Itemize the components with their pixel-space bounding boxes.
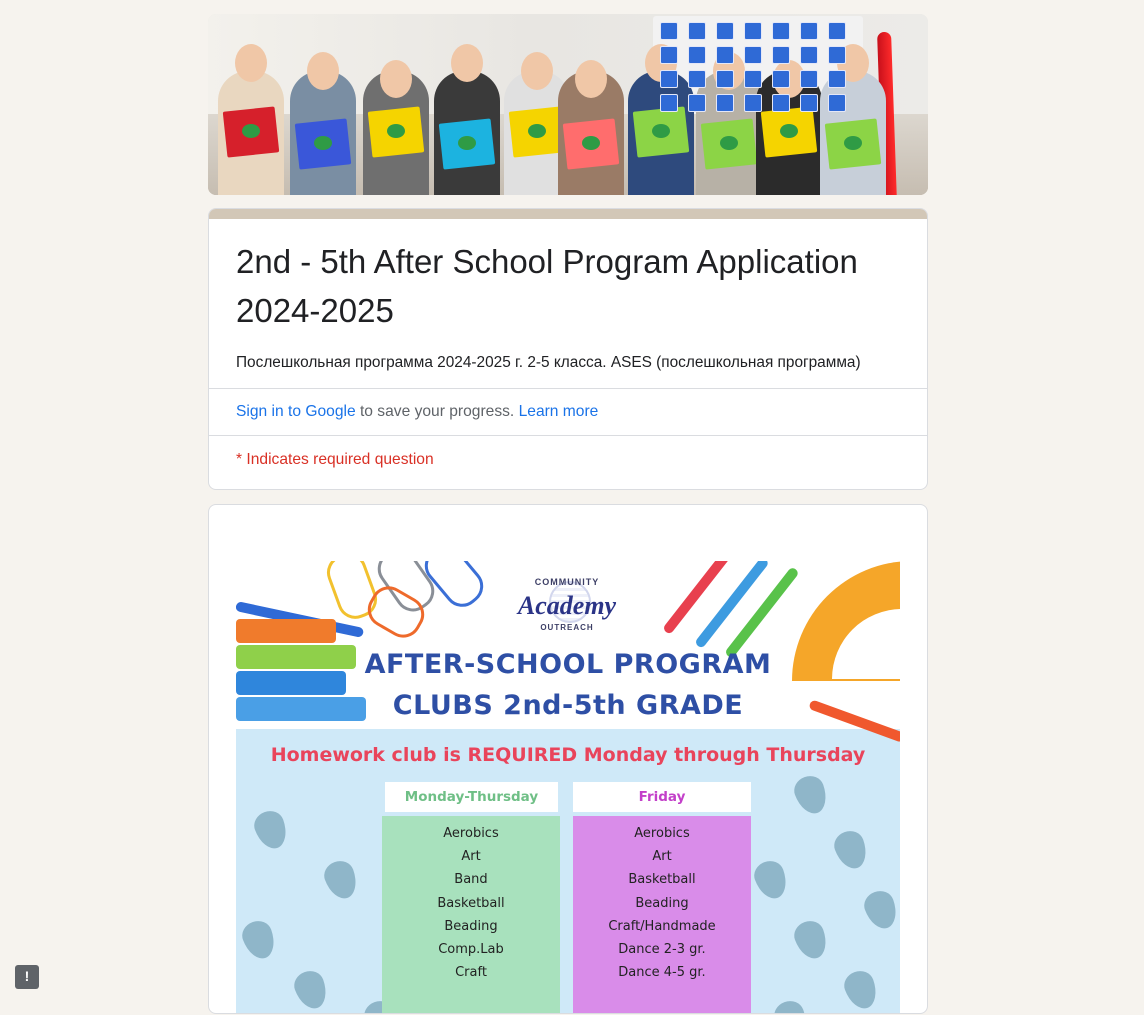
required-question-note: * Indicates required question <box>236 451 434 468</box>
form-title-card <box>208 208 928 490</box>
club-list-item: Beading <box>635 895 689 911</box>
learn-more-link[interactable]: Learn more <box>518 403 599 420</box>
club-list-item: Art <box>652 849 672 865</box>
form-description: Послешкольная программа 2024-2025 г. 2-5 класса. ASES (послешкольная программа) <box>236 354 861 371</box>
accent-bar <box>209 209 927 219</box>
club-list-item: Basketball <box>628 872 696 888</box>
club-list-item: Beading <box>444 918 498 934</box>
report-feedback-icon[interactable]: ! <box>15 965 39 989</box>
header-banner-image <box>208 14 928 195</box>
club-list-item: Aerobics <box>634 826 690 841</box>
club-list-item: Dance 2-3 gr. <box>618 941 706 957</box>
logo-bottom-text: OUTREACH <box>540 623 594 632</box>
club-list-item: Art <box>461 849 481 865</box>
club-list-item: Dance 4-5 gr. <box>618 965 706 981</box>
form-container <box>208 14 928 1014</box>
flyer-headline-1: AFTER-SCHOOL PROGRAM <box>364 649 772 680</box>
club-list-item: Aerobics <box>443 826 499 841</box>
homework-requirement: Homework club is REQUIRED Monday through Thursday <box>270 744 866 766</box>
flyer-headline-2: CLUBS 2nd-5th GRADE <box>392 690 744 721</box>
club-list-item: Band <box>454 872 488 888</box>
signin-row <box>209 389 927 435</box>
monday-thursday-heading: Monday-Thursday <box>385 782 558 812</box>
club-list-item: Craft/Handmade <box>608 918 716 934</box>
friday-clubs <box>573 816 751 1014</box>
signin-text: to save your progress. <box>355 403 519 420</box>
logo-main-text: Academy <box>517 591 617 620</box>
monday-thursday-clubs <box>382 816 560 1014</box>
club-list-item: Basketball <box>437 895 505 911</box>
flyer-image-card <box>208 504 928 1014</box>
club-list-item: Comp.Lab <box>438 941 504 957</box>
form-title: 2nd - 5th After School Program Application 2024-2025 <box>236 243 858 329</box>
logo-top-text: COMMUNITY <box>534 577 600 587</box>
flyer-image <box>236 561 900 1014</box>
friday-heading: Friday <box>573 782 751 812</box>
sign-in-link[interactable]: Sign in to Google <box>236 403 356 420</box>
club-list-item: Craft <box>455 965 487 981</box>
